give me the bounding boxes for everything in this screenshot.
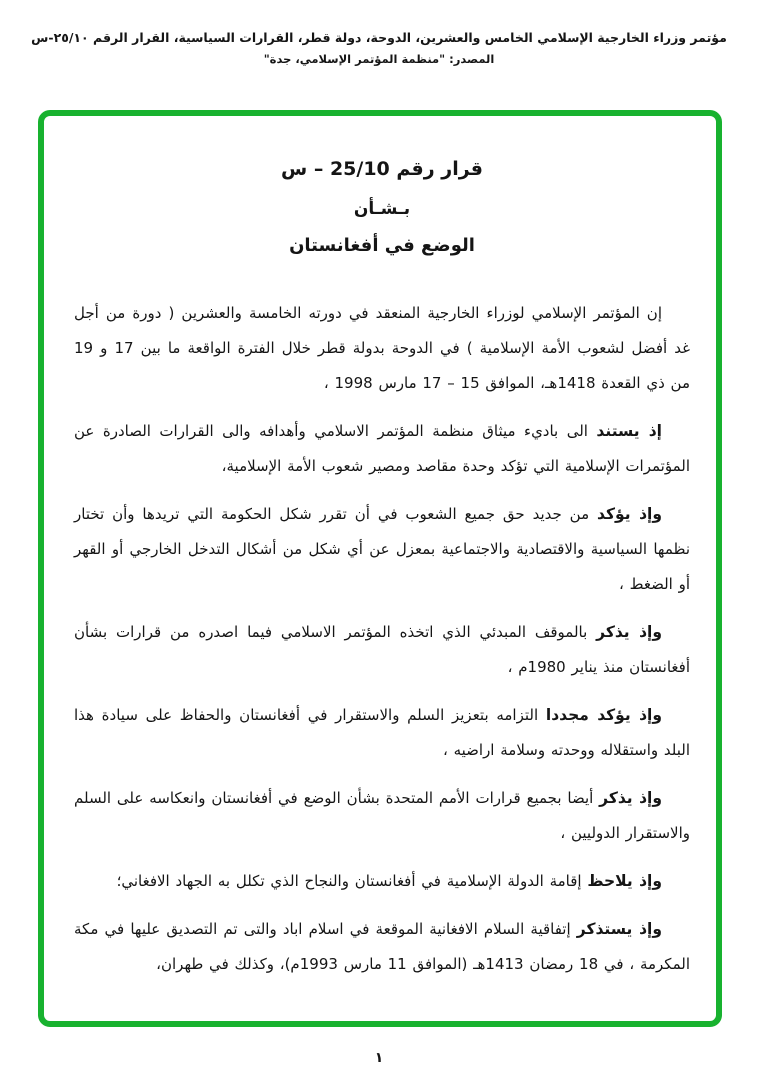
paragraph: [74, 615, 690, 685]
resolution-number-title: قرار رقم 25/10 – س: [281, 158, 483, 180]
paragraph-text: إقامة الدولة الإسلامية في أفغانستان والنجاح الذي تكلل به الجهاد الافغاني؛: [116, 872, 588, 890]
paragraph-text: إن المؤتمر الإسلامي لوزراء الخارجية المنعقد في دورته الخامسة والعشرين ( دورة من أجل غد أفضل لشعوب الأمة الإسلامية ) في الدوحة بدولة قطر خلال الفترة الواقعة ما بين 17 و 19 من ذي القعدة 1418هـ، الموافق 15 – 17 مارس 1998 ،: [74, 304, 691, 392]
paragraph-lead: وإذ يؤكد: [597, 505, 662, 523]
paragraph-lead: وإذ يذكر: [599, 789, 662, 807]
paragraph: [74, 698, 690, 768]
document-header: [30, 30, 728, 66]
paragraph-lead: إذ يستند: [596, 422, 662, 440]
paragraph-text: بالموقف المبدئي الذي اتخذه المؤتمر الاسلامي فيما اصدره من قرارات بشأن أفغانستان منذ يناير 1980م ،: [74, 623, 690, 676]
document-header-line1: مؤتمر وزراء الخارجية الإسلامي الخامس والعشرين، الدوحة، دولة قطر، القرارات السياسية، القرار الرقم ٢٥/١٠-س: [31, 30, 727, 45]
document-content: [44, 116, 716, 1021]
paragraph-lead: وإذ يستذكر: [576, 920, 663, 938]
paragraph-lead: وإذ يؤكد مجددا: [545, 706, 662, 724]
page-number: ١: [374, 1050, 384, 1066]
paragraph-text: إتفاقية السلام الافغانية الموقعة في اسلام اباد والتى تم التصديق عليها في مكة المكرمة ، في 18 رمضان 1413هـ (الموافق 11 مارس 1993م)، وكذلك في طهران،: [74, 920, 690, 973]
document-header-source-line: المصدر: "منظمة المؤتمر الإسلامي، جدة": [263, 52, 495, 66]
paragraph: [74, 912, 690, 982]
paragraph-text: التزامه بتعزيز السلم والاستقرار في أفغانستان والحفاظ على سيادة هذا البلد واستقلاله ووحدته وسلامة اراضيه ،: [74, 706, 690, 759]
title-block: [74, 158, 690, 256]
paragraph-lead: وإذ يلاحظ: [587, 872, 662, 890]
subject-title: الوضع في أفغانستان: [289, 235, 475, 256]
paragraph: [74, 497, 690, 602]
paragraph: [74, 864, 690, 899]
paragraph: [74, 781, 690, 851]
paragraph: [74, 414, 690, 484]
paragraph: [74, 296, 690, 401]
paragraph-text: من جديد حق جميع الشعوب في أن تقرر شكل الحكومة التي تريدها وأن تختار نظمها السياسية والاقتصادية والاجتماعية بمعزل عن أي شكل من أشكال التدخل الخارجي أو القهر أو الضغط ،: [74, 505, 690, 593]
regarding-title: بـشـأن: [353, 199, 411, 219]
paragraph-lead: وإذ يذكر: [596, 623, 662, 641]
paragraph-text: الى باديء ميثاق منظمة المؤتمر الاسلامي وأهدافه والى القرارات الصادرة عن المؤتمرات الإسلامية التي تؤكد وحدة مقاصد ومصير شعوب الأمة الإسلامية،: [74, 422, 690, 475]
paragraph-text: أيضا بجميع قرارات الأمم المتحدة بشأن الوضع في أفغانستان وانعكاسه على السلم والاستقرار الدوليين ،: [74, 789, 690, 842]
